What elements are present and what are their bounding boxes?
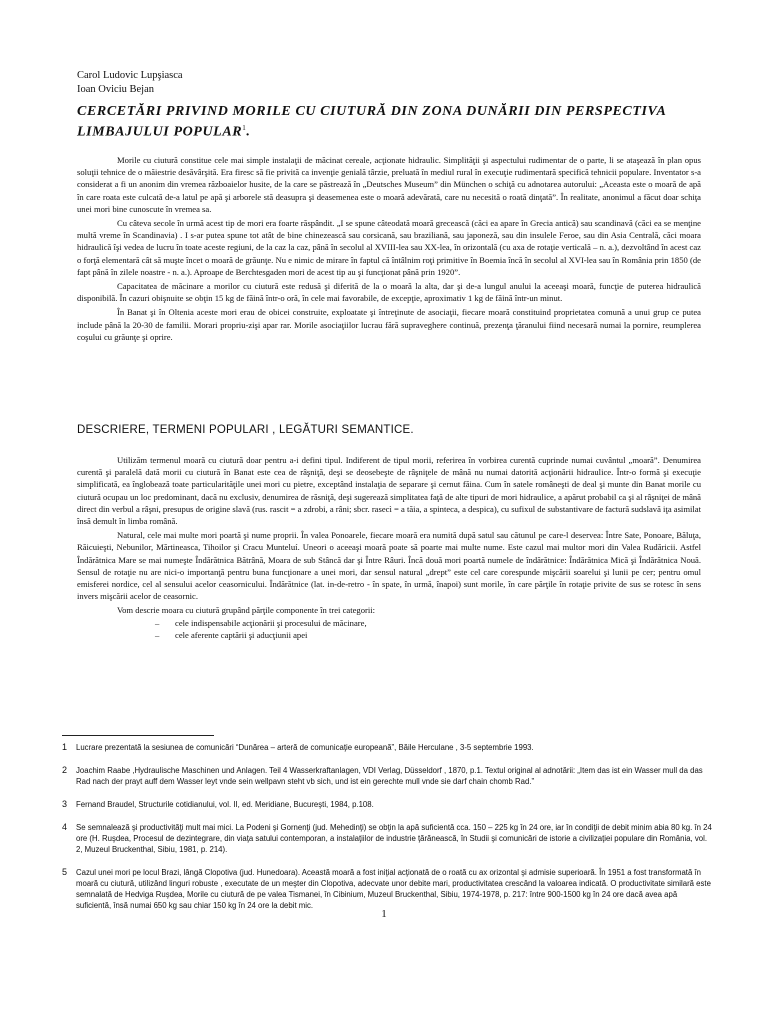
list-item-text: cele aferente captării şi aducţiunii apei: [175, 629, 308, 640]
paper-title: [77, 104, 717, 141]
paragraph: Utilizăm termenul moară cu ciutură doar pentru a-i defini tipul. Indiferent de tipul morii, referirea în vorbirea curentă cuprinde numai cuvântul „moară”. Denumirea curentă şi paralelă dată morii cu ciutură în Banat este cea de râşniţă, deşi se deosebeşte de râşniţele de mână nu numai datorită acţionării hidraulice. Într-o formă şi execuţie simplificată, ea înglobează toate particularităţile unei mori cu pietre, exceptând instalaţia de separare şi cernut făina. Cum în satele româneşti de deal şi munte din Banat morile cu ciutură ocupau un loc predominant, dacă nu exclusiv, denumirea de răsniţă, deşi sugerează simplitatea faţă de alte tipuri de mori hidraulice, a apărut probabil ca şi al râşniţei de mână direct din verbul a râşni, presupus de origine slavă (rus. rascit = a zdrobi, a râni; sbcr. rasecì = a tăia, a spinteca, a despica), cu sufixul de substantivare de factură sudslavă iţa asimilat însă demult în limba română.: [77, 455, 701, 527]
footnote-text: Joachim Raabe ,Hydraulische Maschinen und Anlagen. Teil 4 Wasserkraftanlagen, VDI Verlag, Düsseldorf , 1870, p.1. Textul original al adnotării: „Item das ist ein Wasser mull da das Rad nach der prayt auff dem Wasser leyt vnde sein wellpavn steht vb sich, und ist ein gerechte mull vnde sie darf chain chomb Rad.”: [76, 766, 703, 786]
footnote-number: 2: [62, 765, 68, 775]
footnotes: [62, 742, 714, 923]
footnote: [62, 822, 714, 855]
list-item-text: cele indispensabile acţionării şi procesului de măcinare,: [175, 617, 367, 628]
intro-section: [77, 154, 701, 343]
footnote: [62, 799, 714, 810]
paragraph: Vom descrie moara cu ciutură grupând părţile componente în trei categorii:: [117, 605, 376, 616]
authors-block: [77, 69, 183, 97]
author-name: Carol Ludovic Lupşiasca: [77, 70, 183, 81]
footnote: [62, 867, 714, 911]
footnote-divider: [62, 735, 214, 736]
list-dash: –: [155, 617, 160, 628]
description-section: [77, 454, 701, 641]
footnote-text: Cazul unei mori pe locul Brazi, lângă Clopotiva (jud. Hunedoara). Această moară a fost iniţial acţionată de o roată cu ax orizontal şi admisie superioară. În 1951 a fost transformată în moară cu ciutură, utilizând linguri robuste , executate de un meşter din Clopotiva, adecvate unor debite mari, productivitatea crescând la valoarea indicată. O productivitate similară este semnalată de Hedviga Ruşdea, Morile cu ciutură de pe valea Tismanei, în Cibinium, Muzeul Bruckenthal, Sibiu, 1974-1978, p. 217: între 900-1500 kg în 24 ore dacă avea apă suficientă, însă numai 650 kg sau chiar 150 kg în 24 ore la debit mic.: [76, 868, 711, 910]
footnote: [62, 765, 714, 787]
paragraph: Cu câteva secole în urmă acest tip de mori era foarte răspândit. „I se spune câteodată moară grecească (căci ea apare în Grecia antică) sau scandinavă (căci ea se menţine multă vreme în Scandinavia) . I s-ar putea spune tot atât de bine chinezească sau corsicană, sau braziliană, sau japoneză, sau din insulele Feroe, sau din Asia Centrală, căci moara hidraulică îşi vedea de lucru în toate aceste regiuni, de la caz la caz, până în secolul al XVIII-lea sau XX-lea, în orizontală (cu axa de rotaţie verticală – n. a.), dezvoltând în acest caz o forţă elementară cât să muşte încet o moară de grăunţe. Nu e nimic de mirare în faptul că întâlnim roţi primitive în Boemia încă în secolul al XVI-lea sau în România prin 1850 (de fapt până în zilele noastre - n. a.). Aproape de Berchtesgaden mori de acest tip au şi funcţionat până prin 1920”.: [77, 218, 701, 277]
list-dash: –: [155, 629, 160, 640]
page-number: 1: [381, 908, 387, 920]
footnote-ref[interactable]: 1: [242, 124, 247, 132]
author-name: Ioan Oviciu Bejan: [77, 84, 154, 95]
list-item: [77, 617, 701, 629]
list-item: [77, 629, 701, 641]
paper-title-text: CERCETĂRI PRIVIND MORILE CU CIUTURĂ DIN ZONA DUNĂRII DIN PERSPECTIVA LIMBAJULUI POPULAR: [77, 104, 666, 140]
paragraph: Morile cu ciutură constitue cele mai simple instalaţii de măcinat cereale, acţionate hidraulic. Simplităţii şi aspectului rudimentar de o parte, li se ataşează în plan opus soluţii tehnice de o măiestrie desăvârşită. Era firesc să fie privită ca invenţie genială târzie, preluată în mediul rural în execuţie rudimentară specifică tehnicii populare. Inventator s-a considerat a fi un anonim din vremea războaielor husite, de la care se păstrează în „Deutsches Museum” din München o schiţă cu adnotarea autorului: „Aceasta este o moară de apă în care roata este culcată de-a latul pe apă şi arborele stă deasupra şi deasemenea este o moară adevărată, care nu necesită o roată dinţată”. În realitate, anonimul a făcut doar schiţa unei mori bine cunoscute în vremea sa.: [77, 155, 701, 214]
paper-title-end: .: [246, 124, 251, 140]
footnote-number: 4: [62, 822, 68, 832]
footnote: [62, 742, 714, 753]
paragraph: Natural, cele mai multe mori poartă şi nume proprii. În valea Ponoarele, fiecare moară era numită după satul sau cătunul pe care-l deservea: Între Sate, Ponoare, Băluţa, Răicuieşti, Nebunilor, Mărtineasca, Tihoilor şi Cracu Munteluí. Uneori o aceeaşi moară poate să poarte mai multe nume. Este cazul mai multor mori din Valea Rudăricii. Astfel Îndărătnica Mare se mai numeşte Îndărătnica Bătrână, Moara de sub Stâncă dar şi Între Râuri. Încă două mori poartă numele de îndărătnice: Îndărătnica Mică şi Îndărătnica Nouă. Sensul de rotaţie nu are nici-o importanţă pentru buna funcţionare a unei mori, dar sensul natural „drept” este cel care corespunde mişcării soarelui şi lunii pe cer; pentru omul emisferei nordice, cel al sensului acelor ceasornicului. Îndărătnice (lat. in-de-retro - în spate, în urmă, înapoi) sunt morile, în care părţile în rotaţie privite de sus se rotesc în sens invers mişcării acelor de ceasornic.: [77, 530, 701, 602]
paragraph: În Banat şi în Oltenia aceste mori erau de obicei construite, exploatate şi întreţinute de asociaţii, fiecare moară constituind proprietatea comună a unui grup ce putea include până la 20-30 de familii. Morari propriu-zişi apar rar. Morile asociaţiilor lucrau fără supraveghere continuă, prezenţa ţăranului fiind necesară numai la pornire, reumplerea coşului cu grăunţe şi oprire.: [77, 307, 701, 342]
component-list: [77, 617, 701, 641]
footnote-number: 5: [62, 867, 68, 877]
section-heading: DESCRIERE, TERMENI POPULARI , LEGĂTURI SEMANTICE.: [77, 424, 414, 436]
footnote-text: Lucrare prezentată la sesiunea de comunicări “Dunărea – arteră de comunicaţie europeană”, Băile Herculane , 3-5 septembrie 1993.: [76, 743, 534, 752]
footnote-text: Se semnalează şi productivităţi mult mai mici. La Podeni şi Gornenţi (jud. Mehedinţi) se obţin la apă suficientă cca. 150 – 225 kg în 24 ore, iar în condiţii de debit minim abia 80 kg. în 24 ore (H. Ruşdea, Procesul de dezintegrare, din viaţa satului contemporan, a instalaţiilor de industrie ţărănească, în Studii şi comunicări de istorie a civilizaţiei populare din România, vol. 2, Muzeul Bruckenthal, Sibiu, 1981, p. 214).: [76, 823, 712, 854]
footnote-number: 3: [62, 799, 68, 809]
paragraph: Capacitatea de măcinare a morilor cu ciutură este redusă şi diferită de la o moară la alta, dar şi de-a lungul anului la aceeaşi moară, funcţie de puterea hidraulică disponibilă. În cazuri obişnuite se obţin 15 kg de făină într-o oră, în cele mai favorabile, de excepţie, aproximativ 1 kg de făină într-un minut.: [77, 281, 701, 304]
footnote-number: 1: [62, 742, 68, 752]
footnote-text: Fernand Braudel, Structurile cotidianului, vol. II, ed. Meridiane, Bucureşti, 1984, p.108.: [76, 800, 374, 809]
